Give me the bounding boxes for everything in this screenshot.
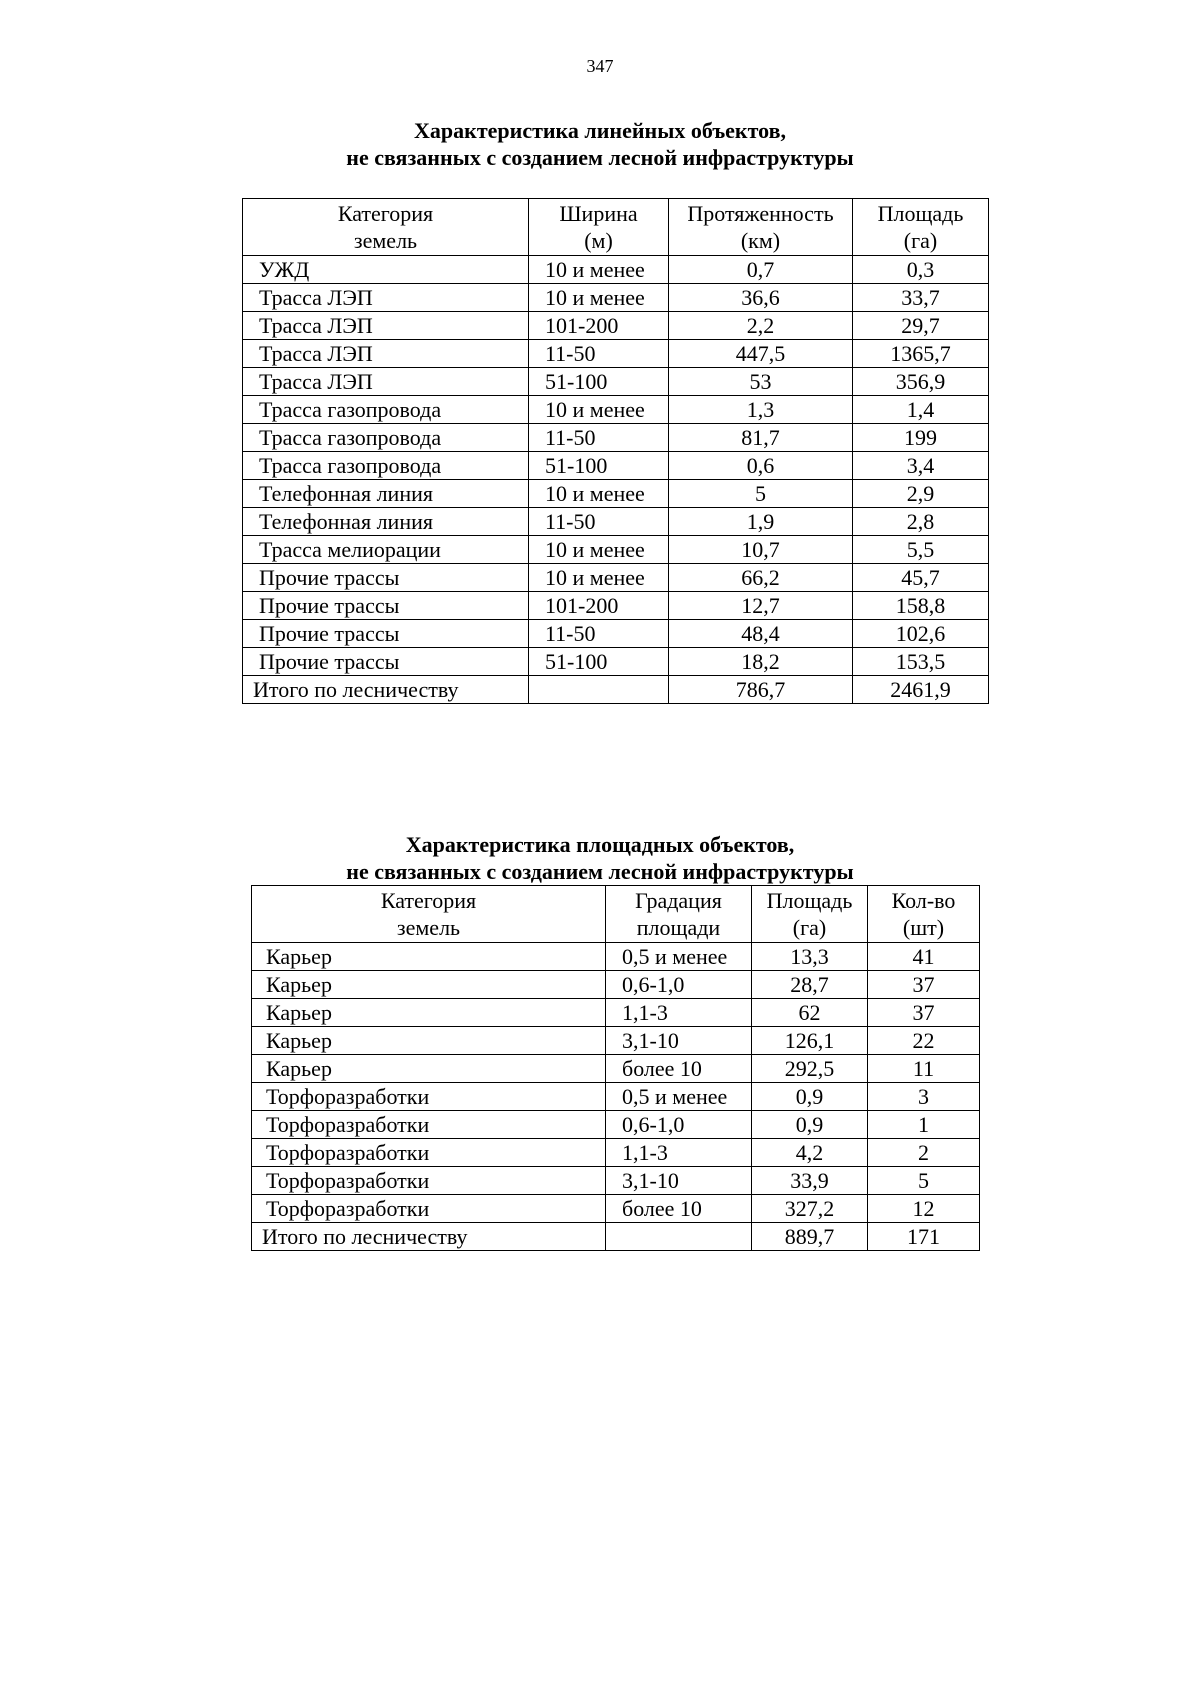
table-1-title-line-2: не связанных с созданием лесной инфраструктуры — [346, 145, 854, 170]
cell-count: 3 — [868, 1083, 980, 1111]
cell-area: 45,7 — [853, 564, 989, 592]
cell-width: 10 и менее — [529, 396, 669, 424]
table-row — [243, 424, 989, 452]
cell-width: 101-200 — [529, 592, 669, 620]
cell-length: 10,7 — [669, 536, 853, 564]
cell-area: 126,1 — [752, 1027, 868, 1055]
cell-area: 3,4 — [853, 452, 989, 480]
cell-area: 2,9 — [853, 480, 989, 508]
table-row — [243, 284, 989, 312]
table-row — [243, 368, 989, 396]
cell-count: 171 — [868, 1223, 980, 1251]
cell-area-gradation: 3,1-10 — [606, 1027, 752, 1055]
table-row — [252, 1111, 980, 1139]
cell-length: 5 — [669, 480, 853, 508]
cell-area: 33,9 — [752, 1167, 868, 1195]
cell-count: 11 — [868, 1055, 980, 1083]
table-row — [243, 396, 989, 424]
cell-length: 66,2 — [669, 564, 853, 592]
cell-area: 2,8 — [853, 508, 989, 536]
table-header-row — [243, 199, 989, 256]
table-row — [243, 536, 989, 564]
cell-land-category: Торфоразработки — [252, 1111, 606, 1139]
cell-width: 11-50 — [529, 620, 669, 648]
cell-length: 447,5 — [669, 340, 853, 368]
cell-area: 0,9 — [752, 1083, 868, 1111]
header-land-category: Категория земель — [243, 199, 529, 256]
cell-land-category: Телефонная линия — [243, 480, 529, 508]
table-header-row — [252, 886, 980, 943]
cell-width: 10 и менее — [529, 256, 669, 284]
cell-length: 53 — [669, 368, 853, 396]
cell-width: 10 и менее — [529, 564, 669, 592]
cell-land-category: УЖД — [243, 256, 529, 284]
cell-length: 786,7 — [669, 676, 853, 704]
table-row — [243, 564, 989, 592]
cell-length: 12,7 — [669, 592, 853, 620]
table-row — [243, 480, 989, 508]
cell-width: 11-50 — [529, 508, 669, 536]
cell-land-category: Трасса ЛЭП — [243, 284, 529, 312]
header-land-category: Категория земель — [252, 886, 606, 943]
cell-count: 5 — [868, 1167, 980, 1195]
header-width: Ширина (м) — [529, 199, 669, 256]
cell-width: 10 и менее — [529, 284, 669, 312]
cell-land-category: Трасса газопровода — [243, 452, 529, 480]
cell-area: 13,3 — [752, 943, 868, 971]
cell-width: 11-50 — [529, 424, 669, 452]
cell-area: 28,7 — [752, 971, 868, 999]
cell-land-category: Трасса ЛЭП — [243, 312, 529, 340]
table-2-title-line-1: Характеристика площадных объектов, — [405, 832, 795, 857]
cell-width: 11-50 — [529, 340, 669, 368]
cell-land-category: Прочие трассы — [243, 592, 529, 620]
cell-area-gradation: 1,1-3 — [606, 999, 752, 1027]
cell-land-category: Торфоразработки — [252, 1083, 606, 1111]
cell-area: 158,8 — [853, 592, 989, 620]
cell-length: 0,6 — [669, 452, 853, 480]
cell-land-category: Трасса газопровода — [243, 396, 529, 424]
table-row — [243, 620, 989, 648]
cell-land-category: Итого по лесничеству — [243, 676, 529, 704]
cell-land-category: Карьер — [252, 971, 606, 999]
cell-area-gradation — [606, 1223, 752, 1251]
cell-length: 81,7 — [669, 424, 853, 452]
cell-count: 37 — [868, 971, 980, 999]
linear-objects-table — [242, 198, 989, 704]
header-area-gradation: Градация площади — [606, 886, 752, 943]
table-row — [252, 999, 980, 1027]
cell-land-category: Прочие трассы — [243, 648, 529, 676]
cell-land-category: Трасса ЛЭП — [243, 340, 529, 368]
cell-area: 1,4 — [853, 396, 989, 424]
cell-area-gradation: 3,1-10 — [606, 1167, 752, 1195]
table-1-body — [243, 256, 989, 704]
cell-land-category: Карьер — [252, 1027, 606, 1055]
cell-area: 889,7 — [752, 1223, 868, 1251]
table-row — [243, 340, 989, 368]
table-row — [252, 1167, 980, 1195]
cell-land-category: Итого по лесничеству — [252, 1223, 606, 1251]
table-row — [252, 1139, 980, 1167]
cell-length: 0,7 — [669, 256, 853, 284]
cell-area: 0,9 — [752, 1111, 868, 1139]
table-row — [252, 1195, 980, 1223]
table-row — [243, 648, 989, 676]
cell-count: 22 — [868, 1027, 980, 1055]
cell-length: 2,2 — [669, 312, 853, 340]
cell-area: 2461,9 — [853, 676, 989, 704]
table-1-title — [0, 117, 1200, 171]
table-total-row — [243, 676, 989, 704]
table-row — [243, 508, 989, 536]
cell-area: 33,7 — [853, 284, 989, 312]
page-number: 347 — [586, 56, 614, 76]
cell-length: 1,9 — [669, 508, 853, 536]
table-2-title — [0, 831, 1200, 885]
cell-land-category: Трасса газопровода — [243, 424, 529, 452]
table-row — [243, 452, 989, 480]
cell-land-category: Трасса мелиорации — [243, 536, 529, 564]
cell-area: 0,3 — [853, 256, 989, 284]
area-objects-table — [251, 885, 980, 1251]
header-count: Кол-во (шт) — [868, 886, 980, 943]
cell-area: 102,6 — [853, 620, 989, 648]
cell-area: 199 — [853, 424, 989, 452]
table-2-title-line-2: не связанных с созданием лесной инфраструктуры — [346, 859, 854, 884]
cell-area-gradation: более 10 — [606, 1055, 752, 1083]
cell-land-category: Трасса ЛЭП — [243, 368, 529, 396]
table-total-row — [252, 1223, 980, 1251]
table-2-body — [252, 943, 980, 1251]
cell-land-category: Прочие трассы — [243, 564, 529, 592]
cell-count: 1 — [868, 1111, 980, 1139]
cell-count: 2 — [868, 1139, 980, 1167]
cell-area: 62 — [752, 999, 868, 1027]
table-row — [252, 971, 980, 999]
cell-land-category: Телефонная линия — [243, 508, 529, 536]
table-row — [243, 592, 989, 620]
cell-width: 51-100 — [529, 452, 669, 480]
cell-area: 153,5 — [853, 648, 989, 676]
table-row — [252, 943, 980, 971]
cell-area-gradation: более 10 — [606, 1195, 752, 1223]
header-area: Площадь (га) — [853, 199, 989, 256]
cell-land-category: Торфоразработки — [252, 1139, 606, 1167]
cell-area-gradation: 1,1-3 — [606, 1139, 752, 1167]
cell-area: 1365,7 — [853, 340, 989, 368]
cell-land-category: Торфоразработки — [252, 1167, 606, 1195]
cell-area: 327,2 — [752, 1195, 868, 1223]
cell-count: 12 — [868, 1195, 980, 1223]
cell-area-gradation: 0,5 и менее — [606, 1083, 752, 1111]
cell-land-category: Торфоразработки — [252, 1195, 606, 1223]
cell-land-category: Карьер — [252, 943, 606, 971]
cell-width — [529, 676, 669, 704]
table-row — [252, 1027, 980, 1055]
cell-area-gradation: 0,6-1,0 — [606, 971, 752, 999]
cell-width: 10 и менее — [529, 480, 669, 508]
cell-length: 48,4 — [669, 620, 853, 648]
table-row — [252, 1083, 980, 1111]
table-row — [243, 312, 989, 340]
cell-area: 356,9 — [853, 368, 989, 396]
cell-area-gradation: 0,6-1,0 — [606, 1111, 752, 1139]
cell-width: 51-100 — [529, 648, 669, 676]
table-1-title-line-1: Характеристика линейных объектов, — [414, 118, 786, 143]
cell-count: 37 — [868, 999, 980, 1027]
cell-area: 5,5 — [853, 536, 989, 564]
cell-width: 51-100 — [529, 368, 669, 396]
cell-area: 4,2 — [752, 1139, 868, 1167]
header-length: Протяженность (км) — [669, 199, 853, 256]
cell-area: 29,7 — [853, 312, 989, 340]
cell-land-category: Карьер — [252, 1055, 606, 1083]
header-area: Площадь (га) — [752, 886, 868, 943]
cell-length: 1,3 — [669, 396, 853, 424]
table-row — [243, 256, 989, 284]
cell-width: 101-200 — [529, 312, 669, 340]
cell-land-category: Прочие трассы — [243, 620, 529, 648]
cell-length: 18,2 — [669, 648, 853, 676]
cell-count: 41 — [868, 943, 980, 971]
cell-area-gradation: 0,5 и менее — [606, 943, 752, 971]
cell-width: 10 и менее — [529, 536, 669, 564]
cell-length: 36,6 — [669, 284, 853, 312]
table-row — [252, 1055, 980, 1083]
cell-land-category: Карьер — [252, 999, 606, 1027]
cell-area: 292,5 — [752, 1055, 868, 1083]
